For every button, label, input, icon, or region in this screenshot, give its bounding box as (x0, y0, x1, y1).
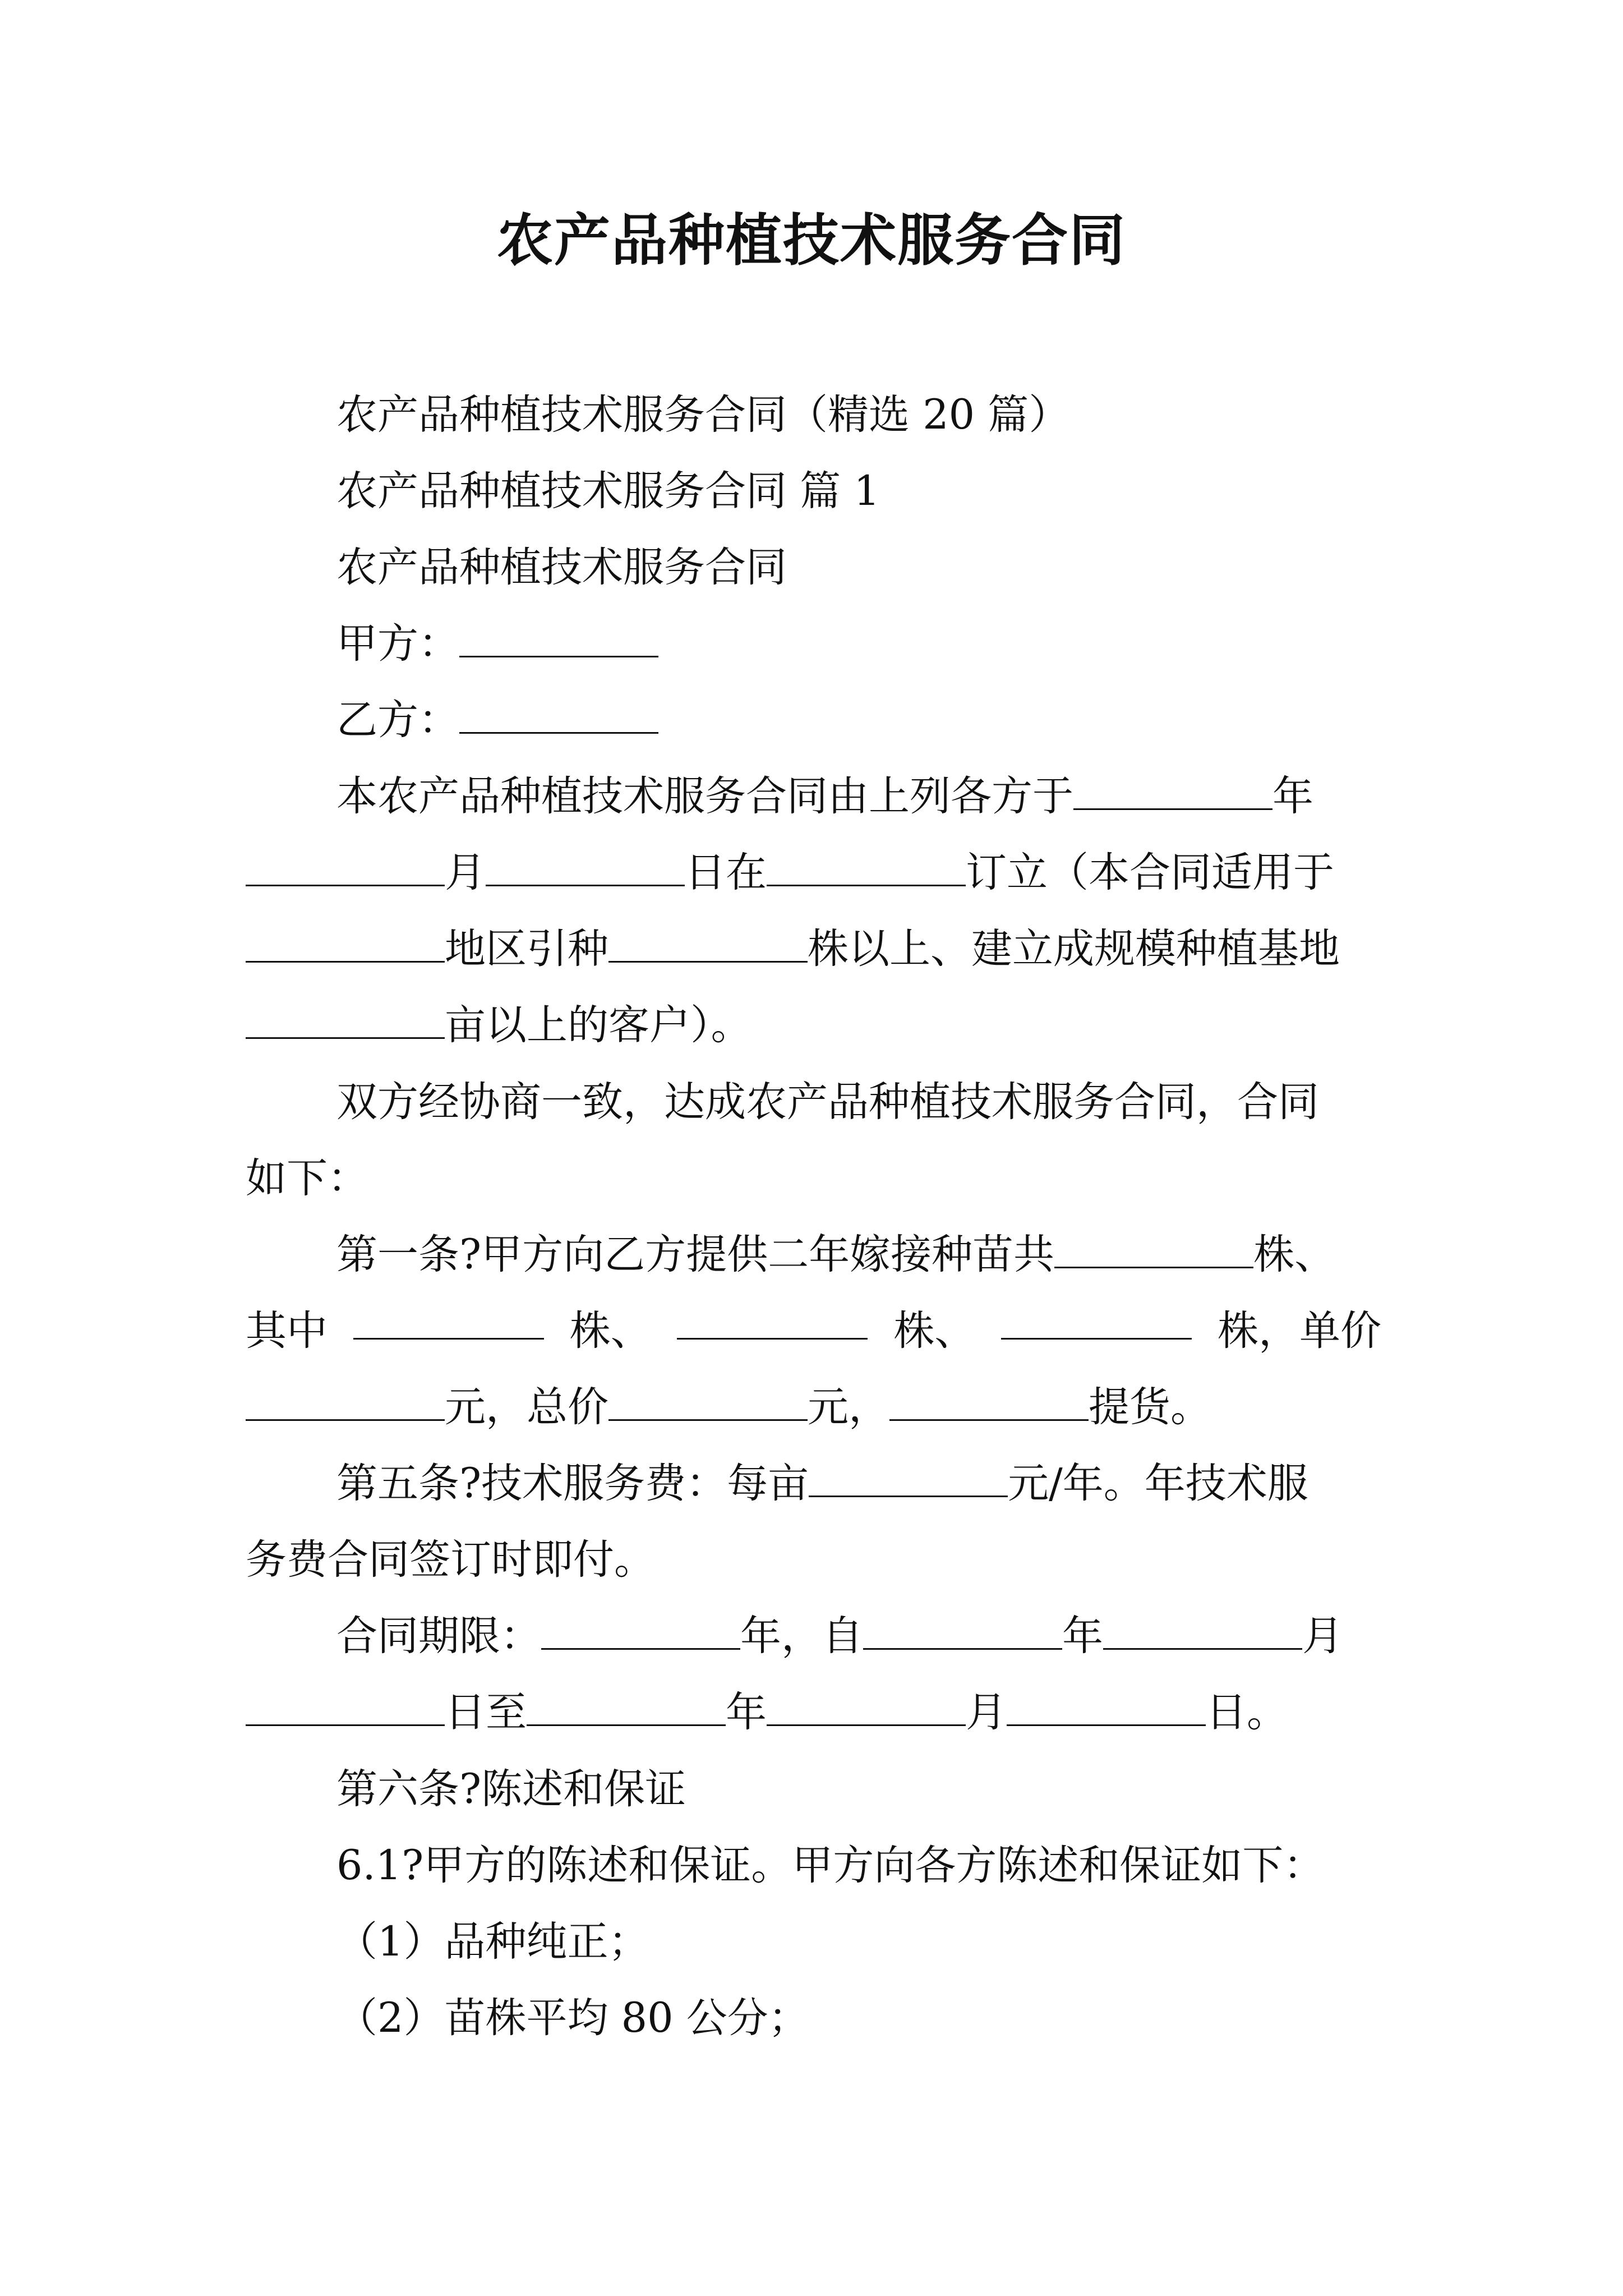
text-segment: 日在 (685, 849, 767, 896)
blank (767, 1690, 966, 1726)
text-segment: 株，单价 (1217, 1307, 1381, 1355)
article-1-line-2 (246, 1303, 1381, 1359)
text-segment: 株以上、建立成规模种植基地 (808, 925, 1340, 973)
text-segment: 株、 (893, 1307, 976, 1355)
blank (863, 1613, 1062, 1650)
list-item-1: （1）品种纯正； (336, 1918, 649, 1966)
blank (1054, 1232, 1253, 1268)
blank (809, 1461, 1008, 1497)
text-segment: 株、 (1253, 1231, 1336, 1278)
text-segment: 日。 (1206, 1688, 1288, 1736)
chapter-heading: 农产品种植技术服务合同 篇 1 (336, 467, 880, 515)
blank (608, 1384, 808, 1421)
text-segment: 提货。 (1089, 1383, 1211, 1431)
party-b-blank (459, 697, 658, 734)
party-b-line (336, 692, 1472, 748)
text-segment: 年 (1062, 1612, 1103, 1660)
article-1-line-3 (246, 1379, 1381, 1435)
text-segment: 年 (726, 1688, 767, 1736)
text-segment: 日至 (445, 1688, 527, 1736)
party-b-label: 乙方： (336, 696, 459, 744)
year-blank (1073, 774, 1272, 810)
paragraph-agreement-line-1: 双方经协商一致，达成农产品种植技术服务合同，合同 (336, 1078, 1319, 1126)
article-5-line-1 (336, 1456, 1472, 1512)
list-item-2: （2）苗株平均 80 公分； (336, 1994, 809, 2042)
blank (608, 926, 808, 963)
blank (246, 1384, 445, 1421)
text-segment: 月 (445, 849, 486, 896)
blank (1001, 1303, 1192, 1340)
blank (246, 850, 445, 886)
text-segment: 订立（本合同适用于 (966, 849, 1334, 896)
text-segment: 本农产品种植技术服务合同由上列各方于 (336, 772, 1073, 820)
blank (486, 850, 685, 886)
text-segment: 合同期限： (336, 1612, 541, 1660)
contract-name-line: 农产品种植技术服务合同 (336, 544, 787, 591)
blank (353, 1303, 544, 1340)
document-title: 农产品种植技术服务合同 (497, 207, 1126, 273)
text-segment: 第一条?甲方向乙方提供二年嫁接种苗共 (336, 1231, 1055, 1278)
blank (767, 850, 966, 886)
article-6-heading: 第六条?陈述和保证 (336, 1765, 686, 1813)
blank (889, 1384, 1089, 1421)
blank (527, 1690, 726, 1726)
blank (246, 1002, 445, 1039)
text-segment: 亩以上的客户）。 (445, 1001, 752, 1049)
party-a-line (336, 616, 1472, 672)
subtitle-line: 农产品种植技术服务合同（精选 20 篇） (336, 391, 1070, 439)
text-segment: 月 (1302, 1612, 1343, 1660)
text-segment: 月 (966, 1688, 1007, 1736)
text-segment: 元/年。年技术服 (1008, 1460, 1308, 1507)
text-segment: 年 (1272, 772, 1313, 820)
text-segment: 第五条?技术服务费：每亩 (336, 1460, 809, 1507)
blank (541, 1613, 740, 1650)
paragraph-intro-line-4 (246, 997, 1381, 1053)
term-line-2 (246, 1685, 1381, 1741)
clause-6-1: 6.1?甲方的陈述和保证。甲方向各方陈述和保证如下： (336, 1842, 1325, 1889)
text-segment: 元，总价 (445, 1383, 608, 1431)
text-segment: 株、 (569, 1307, 652, 1355)
text-segment: 地区引种 (445, 925, 608, 973)
party-a-blank (459, 621, 658, 657)
party-a-label: 甲方： (336, 620, 459, 668)
article-1-line-1 (336, 1227, 1472, 1283)
article-5-line-2: 务费合同签订时即付。 (246, 1536, 655, 1584)
blank (1007, 1690, 1206, 1726)
blank (677, 1303, 868, 1340)
paragraph-intro-line-1 (336, 769, 1472, 825)
blank (1103, 1613, 1302, 1650)
blank (246, 1690, 445, 1726)
text-segment: 元， (808, 1383, 889, 1431)
paragraph-intro-line-3 (246, 921, 1381, 977)
paragraph-agreement-line-2: 如下： (246, 1154, 368, 1202)
blank (246, 926, 445, 963)
text-segment: 年，自 (740, 1612, 863, 1660)
term-line-1 (336, 1608, 1472, 1664)
text-segment: 其中 (246, 1307, 328, 1355)
paragraph-intro-line-2 (246, 845, 1381, 901)
